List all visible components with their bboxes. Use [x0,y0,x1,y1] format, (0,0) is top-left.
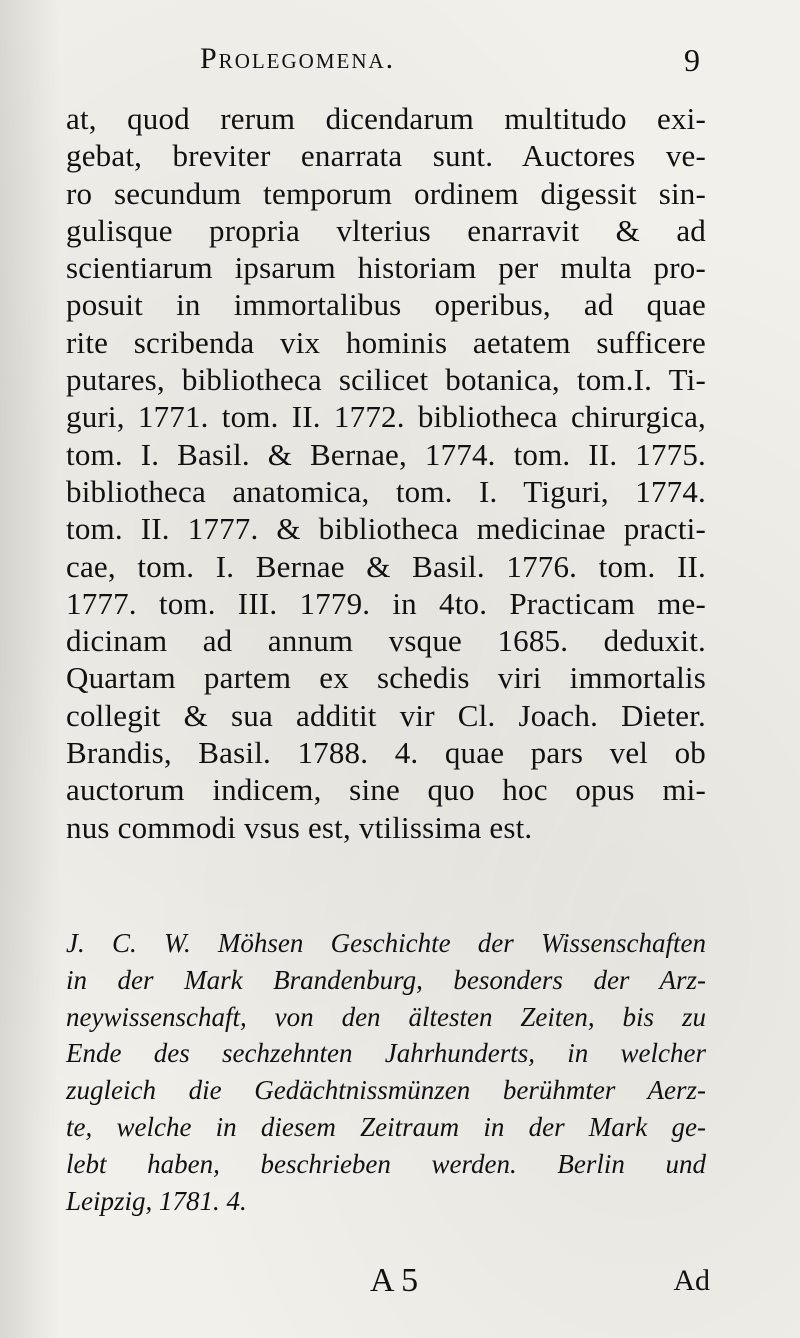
text-line: putares, bibliotheca scilicet botanica, tom.I. Ti- [66,362,706,398]
text-line: gebat, breviter enarrata sunt. Auctores ve- [66,138,706,174]
citation-line: lebt haben, beschrieben werden. Berlin und [66,1148,706,1179]
bibliographic-citation [66,925,706,1219]
text-line: 1777. tom. III. 1779. in 4to. Practicam me- [66,585,706,621]
citation-line: Ende des sechzehnten Jahrhunderts, in welcher [66,1038,706,1069]
text-line: guri, 1771. tom. II. 1772. bibliotheca chirurgica, [66,399,706,435]
text-line: bibliotheca anatomica, tom. I. Tiguri, 1774. [66,473,706,509]
text-line: dicinam ad annum vsque 1685. deduxit. [66,623,706,659]
citation-line: zugleich die Gedächtnissmünzen berühmter Aerz- [66,1075,706,1106]
text-line: Quartam partem ex schedis viri immortalis [66,660,706,696]
page-number: 9 [684,42,700,78]
text-line: scientiarum ipsarum historiam per multa pro- [66,250,706,286]
citation-line: J. C. W. Möhsen Geschichte der Wissenschaften [66,928,706,958]
text-line: Brandis, Basil. 1788. 4. quae pars vel ob [66,735,706,771]
text-line: tom. I. Basil. & Bernae, 1774. tom. II. 1775. [66,436,706,472]
text-line: tom. II. 1777. & bibliotheca medicinae practi- [66,511,706,547]
text-line: auctorum indicem, sine quo hoc opus mi- [66,772,706,808]
gutter-shadow [0,0,60,1338]
text-line: gulisque propria vlterius enarravit & ad [66,212,706,248]
catchword: Ad [673,1264,710,1297]
citation-line: Leipzig, 1781. 4. [66,1185,247,1216]
text-line: cae, tom. I. Bernae & Basil. 1776. tom. II. [66,548,706,584]
text-line: collegit & sua additit vir Cl. Joach. Dieter. [66,697,706,733]
text-line: at, quod rerum dicendarum multitudo exi- [66,101,706,136]
text-line: posuit in immortalibus operibus, ad quae [66,287,706,323]
citation-line: te, welche in diesem Zeitraum in der Mark ge- [66,1111,706,1142]
page-footer [370,1262,710,1302]
text-line: nus commodi vsus est, vtilissima est. [66,809,533,845]
citation-line: in der Mark Brandenburg, besonders der Arz- [66,964,706,995]
running-head: Prolegomena. [200,42,396,75]
main-paragraph [66,100,706,846]
citation-line: neywissenschaft, von den ältesten Zeiten, bis zu [66,1001,706,1032]
signature-mark: A 5 [370,1262,419,1299]
text-line: ro secundum temporum ordinem digessit sin- [66,175,706,211]
page-header [200,42,700,82]
text-line: rite scribenda vix hominis aetatem sufficere [66,324,706,360]
